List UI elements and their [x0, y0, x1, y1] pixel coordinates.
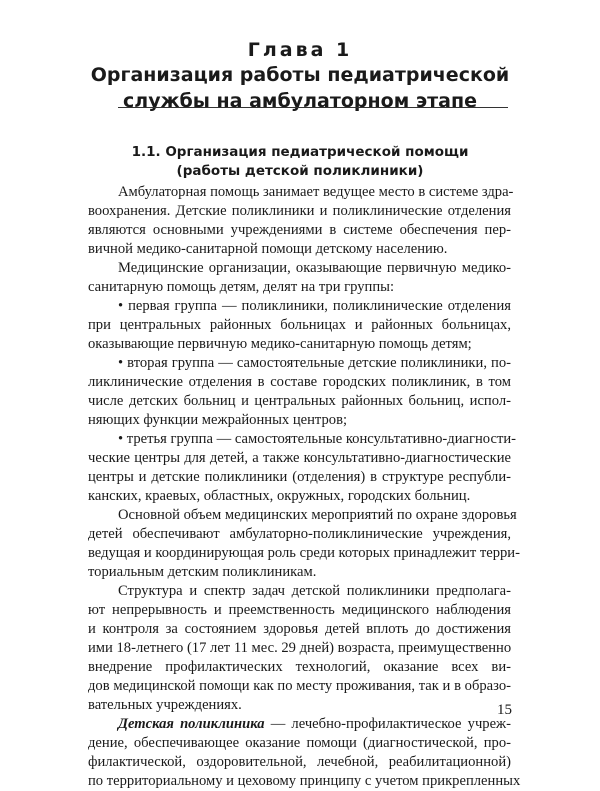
text-line: при центральных районных больницах и районных больницах, [88, 317, 511, 333]
text-line: и контроля за состоянием здоровья детей вплоть до достижения [88, 621, 511, 637]
text-line: Медицинские организации, оказывающие первичную медико- [118, 260, 511, 276]
defined-term: Детская поликлиника [118, 716, 265, 732]
page-number: 15 [497, 702, 512, 718]
chapter-heading [0, 38, 600, 114]
chapter-title-line: службы на амбулаторном этапе [123, 90, 477, 112]
text-line: филактической, оздоровительной, лечебной, реабилитационной) [88, 754, 511, 770]
text-line: по территориальному и цеховому принципу с учетом прикрепленных [88, 773, 521, 789]
text-line: внедрение профилактических технологий, оказание всех ви- [88, 659, 511, 675]
text-line: ческие центры для детей, а также консультативно-диагностические [88, 450, 511, 466]
list-item-line: • третья группа — самостоятельные консультативно-диагности- [118, 431, 516, 447]
text-line: вичной медико-санитарной помощи детскому населению. [88, 241, 448, 257]
definition-text: — лечебно-профилактическое учреж- [270, 716, 511, 732]
chapter-label: Глава 1 [247, 39, 353, 61]
text-line: являются основными учреждениями в системе обеспечения пер- [88, 222, 511, 238]
text-line: центры и детские поликлиники (отделения) в структуре республи- [88, 469, 511, 485]
text-line: оказывающие первичную медико-санитарную помощь детям; [88, 336, 472, 352]
list-item-line: • вторая группа — самостоятельные детские поликлиники, по- [118, 355, 511, 371]
body-text [88, 183, 521, 791]
text-line: воохранения. Детские поликлиники и поликлинические отделения [88, 203, 511, 219]
text-line: ториальным детским поликлиникам. [88, 564, 317, 580]
text-line: санитарную помощь детям, делят на три группы: [88, 279, 395, 295]
text-line: Структура и спектр задач детской поликлиники предполага- [118, 583, 511, 599]
text-line: канских, краевых, областных, окружных, городских больниц. [88, 488, 471, 504]
section-title-line: (работы детской поликлиники) [176, 163, 424, 179]
text-line: ведущая и координирующая роль среди которых принадлежит терри- [88, 545, 520, 561]
list-item-line: • первая группа — поликлиники, поликлинические отделения [118, 298, 511, 314]
text-line: ими 18-летнего (17 лет 11 мес. 29 дней) возраста, преимущественно [88, 640, 512, 656]
text-line: ликлинические отделения в составе городских поликлиник, в том [88, 374, 511, 390]
text-line: числе детских больниц и центральных районных больниц, испол- [88, 393, 511, 409]
text-line: ют непрерывность и преемственность медицинского наблюдения [88, 602, 511, 618]
definition-line [88, 715, 511, 734]
text-line: детей обеспечивают амбулаторно-поликлинические учреждения, [88, 526, 511, 542]
text-line: дение, обеспечивающее оказание помощи (диагностической, про- [88, 735, 511, 751]
text-line: вательных учреждениях. [88, 697, 242, 713]
section-heading [0, 143, 600, 181]
text-line: Основной объем медицинских мероприятий по охране здоровья [118, 507, 517, 523]
chapter-title-line: Организация работы педиатрической [90, 64, 510, 86]
text-line: Амбулаторная помощь занимает ведущее место в системе здра- [118, 184, 514, 200]
section-title-line: 1.1. Организация педиатрической помощи [131, 144, 469, 160]
text-line: дов медицинской помощи как по месту проживания, так и в образо- [88, 678, 511, 694]
heading-divider [118, 107, 508, 108]
text-line: няющих функции межрайонных центров; [88, 412, 348, 428]
